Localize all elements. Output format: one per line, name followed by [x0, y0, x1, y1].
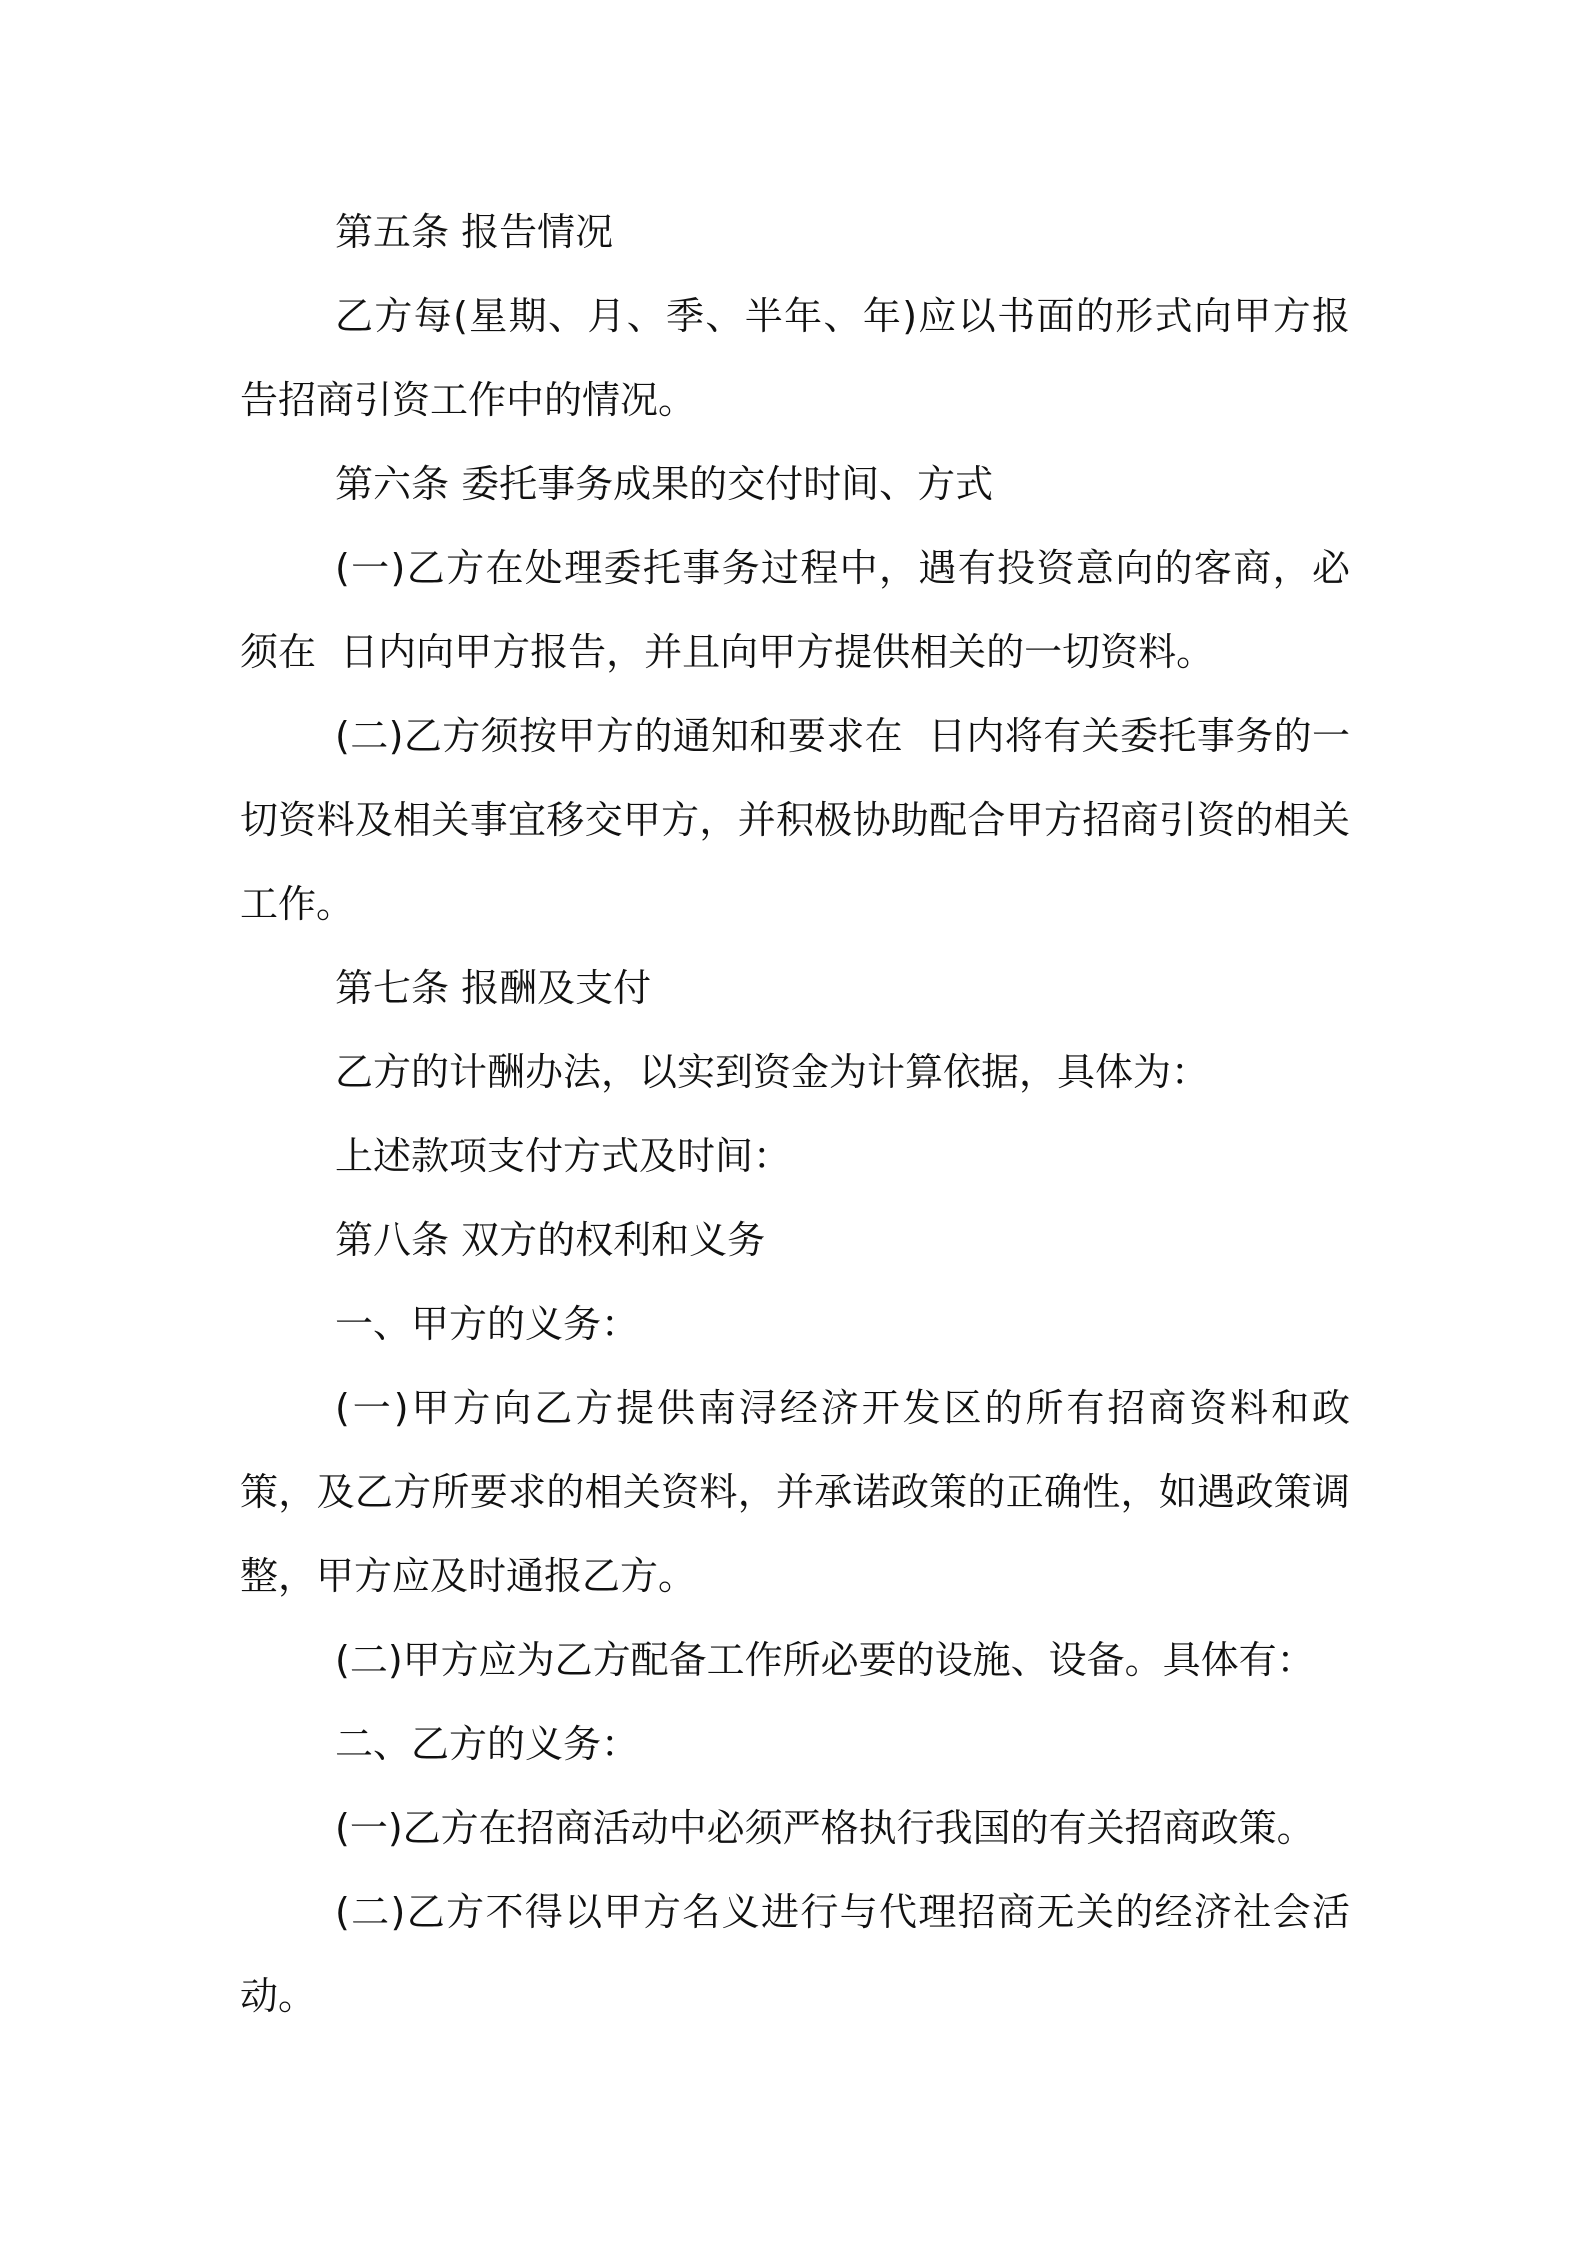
article-8-heading: 第八条 双方的权利和义务	[335, 1218, 766, 1262]
party-a-duties-title: 一、甲方的义务：	[335, 1302, 640, 1346]
party-b-duty-2: (二)乙方不得以甲方名义进行与代理招商无关的经济社会活动。	[240, 1890, 1350, 2018]
article-6-heading: 第六条 委托事务成果的交付时间、方式	[335, 462, 994, 506]
document-body	[240, 190, 1350, 2038]
article-7-line-2: 上述款项支付方式及时间：	[335, 1134, 792, 1178]
party-b-duties-title: 二、乙方的义务：	[335, 1722, 640, 1766]
article-6-item-2: (二)乙方须按甲方的通知和要求在 日内将有关委托事务的一切资料及相关事宜移交甲方，并积极协助配合甲方招商引资的相关工作。	[240, 714, 1350, 926]
party-b-duty-1: (一)乙方在招商活动中必须严格执行我国的有关招商政策。	[335, 1806, 1315, 1850]
party-a-duty-1: (一)甲方向乙方提供南浔经济开发区的所有招商资料和政策，及乙方所要求的相关资料，并承诺政策的正确性，如遇政策调整，甲方应及时通报乙方。	[240, 1386, 1350, 1598]
article-7-heading: 第七条 报酬及支付	[335, 966, 652, 1010]
article-7-line-1: 乙方的计酬办法，以实到资金为计算依据，具体为：	[335, 1050, 1210, 1094]
article-6-item-1: (一)乙方在处理委托事务过程中，遇有投资意向的客商，必须在 日内向甲方报告，并且向甲方提供相关的一切资料。	[240, 546, 1350, 674]
article-5-heading: 第五条 报告情况	[335, 210, 614, 254]
party-a-duty-2: (二)甲方应为乙方配备工作所必要的设施、设备。具体有：	[335, 1638, 1315, 1682]
article-5-body: 乙方每(星期、月、季、半年、年)应以书面的形式向甲方报告招商引资工作中的情况。	[240, 294, 1350, 422]
